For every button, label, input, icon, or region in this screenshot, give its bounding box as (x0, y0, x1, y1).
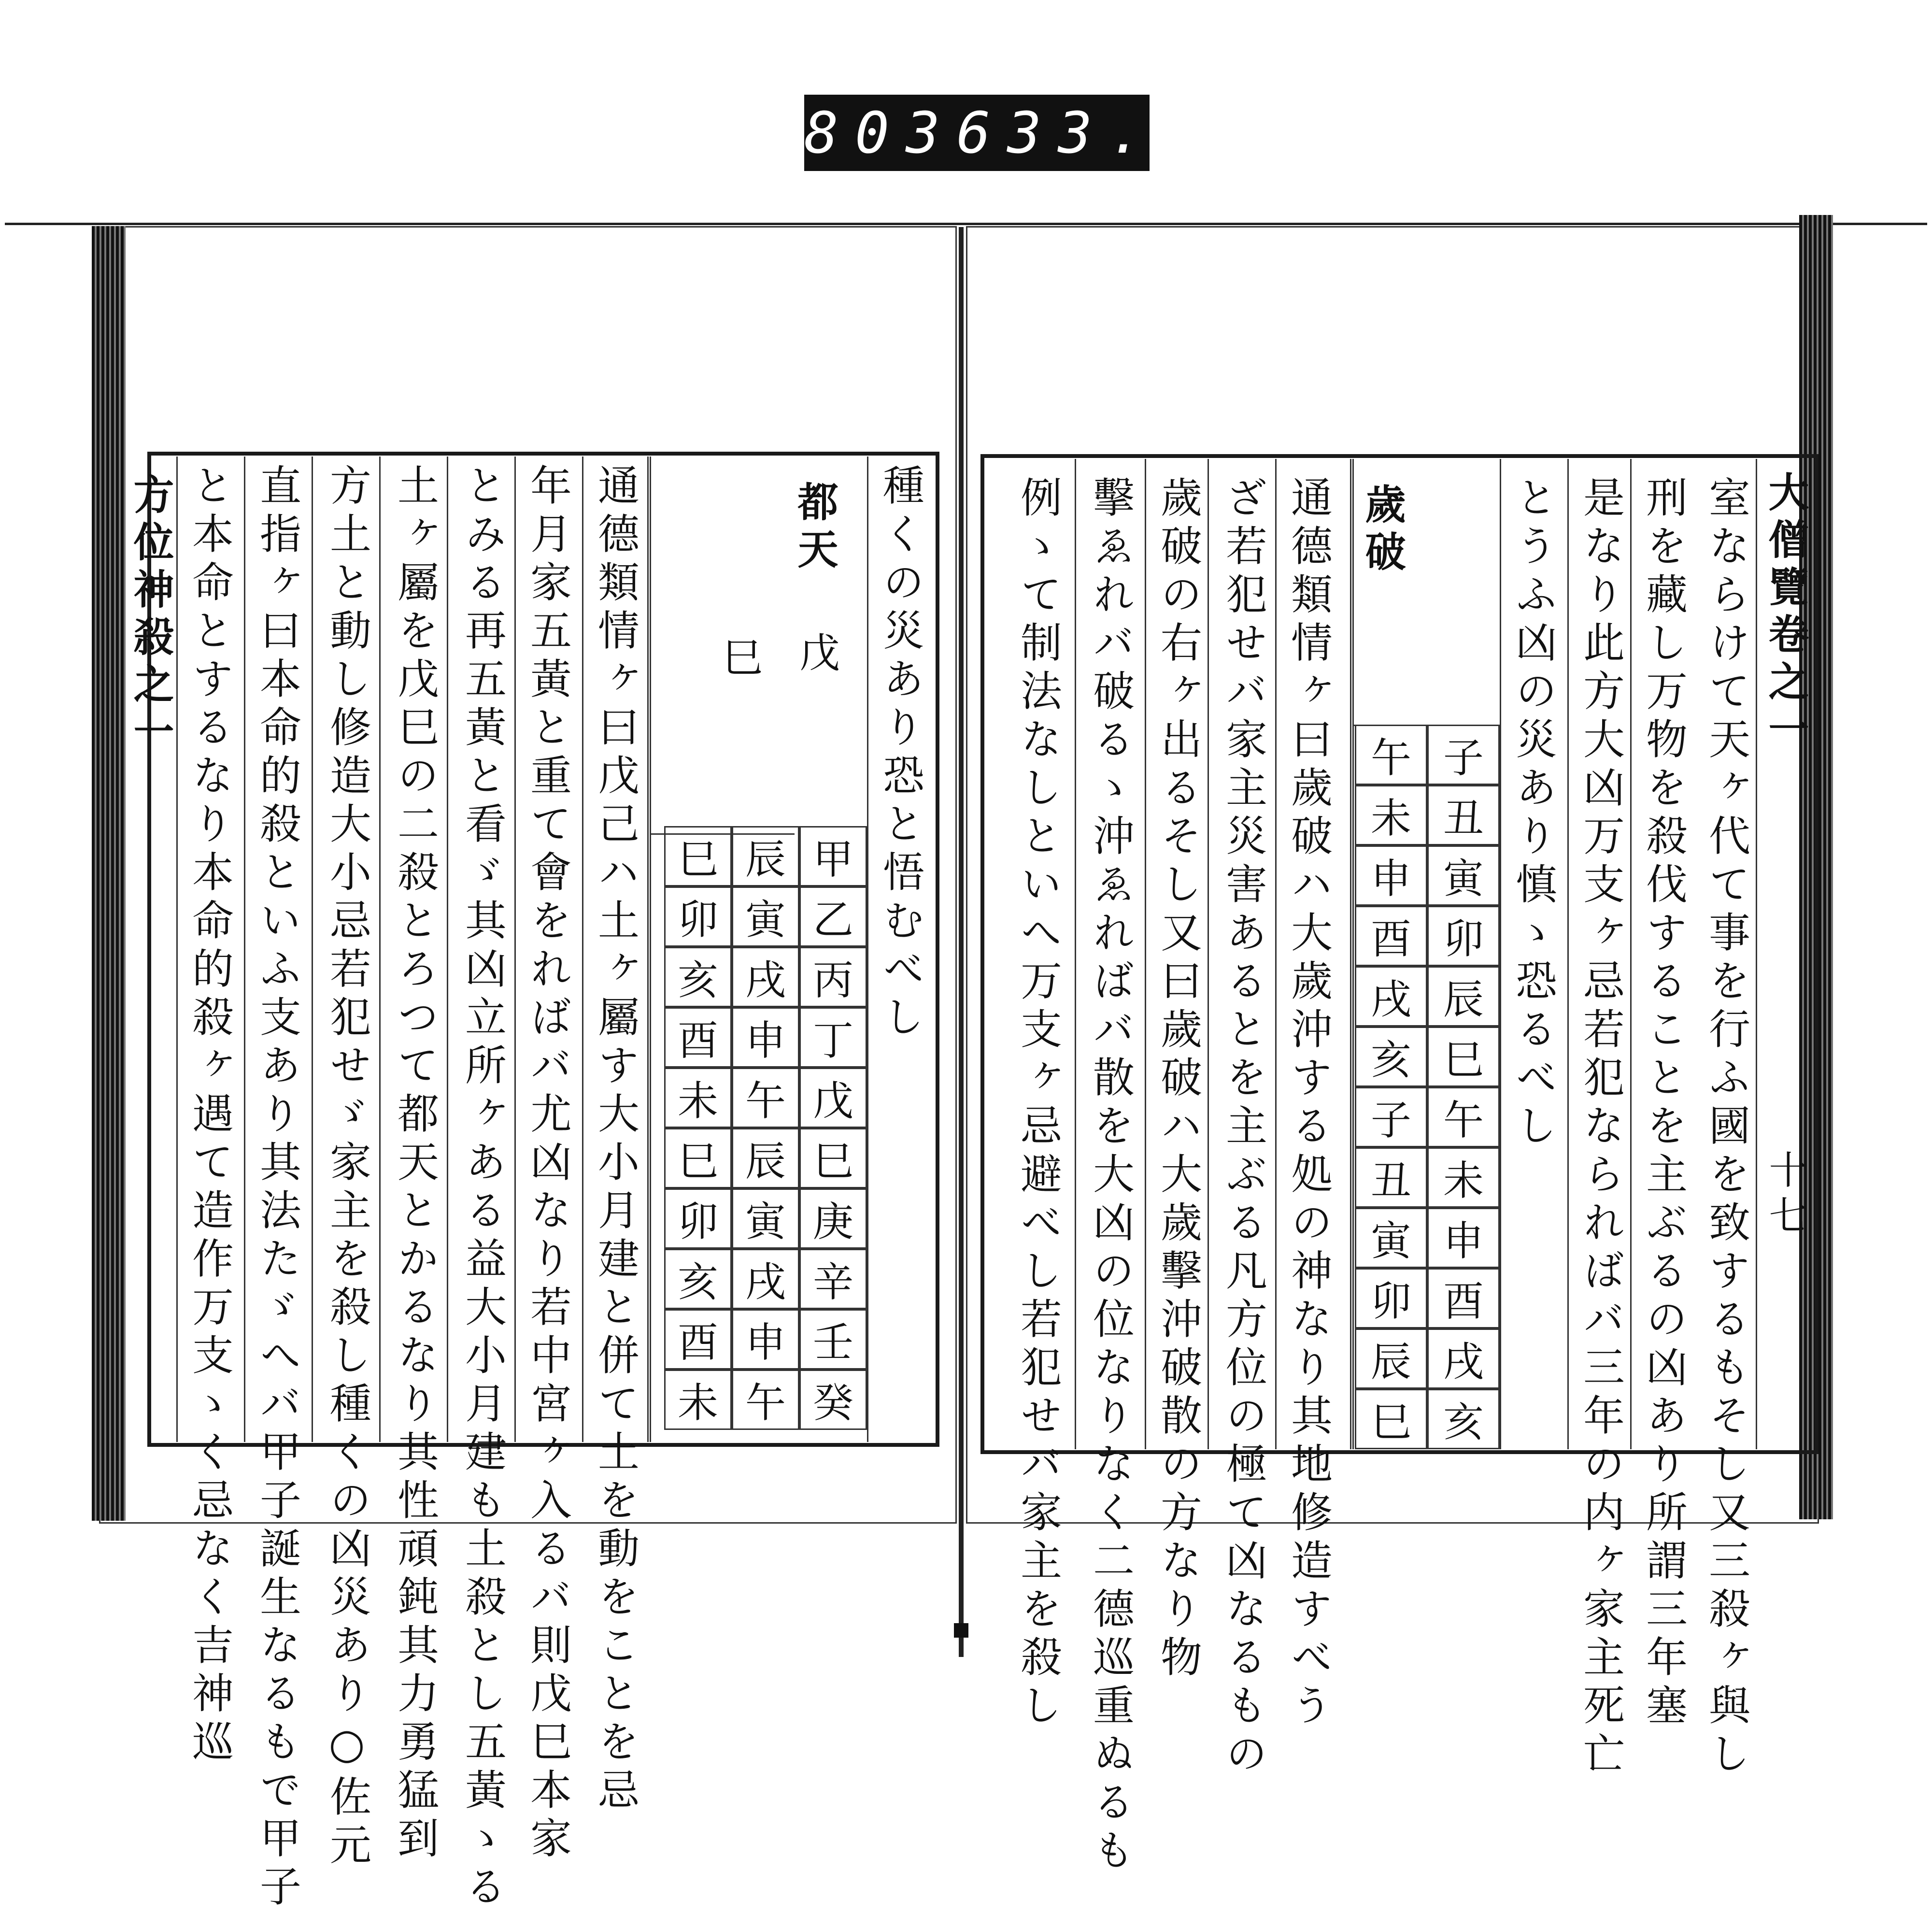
right-p1-line-2: 刑を藏し万物を殺伐することを主ぶるの凶あり所謂三年塞 (1639, 476, 1687, 1732)
table-cell-branch: 未 (1427, 1147, 1500, 1208)
table-cell-opposite-branch: 午 (1355, 725, 1427, 785)
table-cell-branch: 卯 (1427, 906, 1500, 966)
right-running-title: 大僧覽卷之一 (1762, 471, 1810, 755)
table-cell-branch: 未 (664, 1068, 732, 1128)
table-cell-stem: 戊 (799, 1068, 867, 1128)
right-p1-line-4: とうふ凶の災あり慎ゝ恐るべし (1508, 476, 1557, 1152)
table-cell-branch: 酉 (1427, 1268, 1500, 1328)
frame-number: 633. (956, 100, 1160, 166)
table-cell-opposite-branch: 丑 (1355, 1147, 1427, 1208)
table-cell-branch: 酉 (664, 1007, 732, 1068)
table-cell-branch: 寅 (732, 1188, 799, 1249)
right-p2-line-3: 歲破の右ヶ出るそし又曰歲破ハ大歲擊沖破散の方なり物 (1153, 476, 1202, 1684)
table-cell-opposite-branch: 子 (1355, 1087, 1427, 1147)
table-cell-branch: 丑 (1427, 785, 1500, 845)
top-edge-line (5, 223, 1927, 225)
table-cell-stem: 甲 (799, 826, 867, 886)
right-column-rule (1145, 459, 1146, 1449)
table-cell-branch: 亥 (1427, 1389, 1500, 1449)
left-column-rule (647, 457, 649, 1442)
film-counter-label (804, 95, 1160, 171)
right-p2-line-2: ざ若犯せバ家主災害あるとを主ぶる凡方位の極て凶なるもの (1219, 476, 1267, 1780)
table-cell-branch: 午 (732, 1370, 799, 1430)
table-cell-branch: 亥 (664, 947, 732, 1007)
left-column-rule (312, 457, 313, 1442)
table-header-to-ten: 都天 (791, 481, 839, 575)
right-column-rule (1630, 459, 1632, 1449)
table-cell-opposite-branch: 寅 (1355, 1208, 1427, 1268)
table-cell-branch: 辰 (732, 1128, 799, 1188)
table-cell-branch: 卯 (664, 1188, 732, 1249)
left-column-rule (447, 457, 448, 1442)
table-cell-branch: 辰 (732, 826, 799, 886)
table-cell-branch: 申 (732, 1309, 799, 1370)
left-p-line-2: 年月家五黃と重て會をればバ尤凶なり若中宮ヶ入るバ則戊巳本家 (523, 464, 571, 1865)
table-cell-branch: 巳 (664, 1128, 732, 1188)
table-cell-stem: 壬 (799, 1309, 867, 1370)
table-cell-opposite-branch: 戌 (1355, 966, 1427, 1027)
right-p1-line-1: 室ならけて天ヶ代て事を行ふ國を致するもそし又三殺ヶ與し (1702, 476, 1750, 1780)
table-cell-opposite-branch: 申 (1355, 845, 1427, 906)
right-p2-line-4: 擊ゑれバ破るゝ沖ゑればバ散を大凶の位なりなく二德巡重ぬるも (1086, 476, 1134, 1877)
table-cell-stem: 庚 (799, 1188, 867, 1249)
left-table-border (650, 457, 651, 1442)
table-cell-opposite-branch: 巳 (1355, 1389, 1427, 1449)
right-column-rule (1075, 459, 1076, 1449)
left-p-line-6: 直指ヶ曰本命的殺といふ支あり其法たゞへバ甲子誕生なるもで甲子 (253, 464, 301, 1913)
table-cell-branch: 辰 (1427, 966, 1500, 1027)
table-cell-opposite-branch: 辰 (1355, 1328, 1427, 1389)
table-cell-branch: 巳 (664, 826, 732, 886)
left-column-rule (176, 457, 178, 1442)
table-cell-opposite-branch: 卯 (1355, 1268, 1427, 1328)
table-cell-branch: 午 (732, 1068, 799, 1128)
left-p-line-4: 土ヶ屬を戊巳の二殺とろつて都天とかるなり其性頑鈍其力勇猛到 (390, 464, 439, 1865)
right-column-rule (1275, 459, 1277, 1449)
table-cell-branch: 未 (664, 1370, 732, 1430)
table-cell-stem: 丙 (799, 947, 867, 1007)
left-p-line-3: とみる再五黃と看ゞ其凶立所ヶある益大小月建も土殺とし五黃ゝる (458, 464, 506, 1913)
right-column-rule (1567, 459, 1569, 1449)
left-p-line-1: 通德類情ヶ曰戊己ハ土ヶ屬す大小月建と併て土を動をことを忌 (591, 464, 639, 1816)
table-cell-branch: 戌 (1427, 1328, 1500, 1389)
right-title-rule (1756, 459, 1757, 1449)
table-cell-stem: 癸 (799, 1370, 867, 1430)
left-column-rule (867, 457, 868, 1442)
left-column-rule (244, 457, 245, 1442)
left-header-stem: 戊 (799, 629, 840, 677)
right-column-rule (1208, 459, 1209, 1449)
table-cell-branch: 卯 (664, 886, 732, 947)
right-page-number: 十七 (1762, 1150, 1807, 1241)
table-cell-branch: 戌 (732, 947, 799, 1007)
right-p2-line-1: 通德類情ヶ曰歲破ハ大歲沖する処の神なり其地修造すべう (1284, 476, 1332, 1732)
left-page-edge (92, 226, 126, 1521)
table-cell-stem: 乙 (799, 886, 867, 947)
table-cell-branch: 午 (1427, 1087, 1500, 1147)
table-header-sui-ha: 歲破 (1359, 483, 1406, 578)
left-p-line-7: と本命とするなり本命的殺ヶ遇て造作万支ゝく忌なく吉神巡 (185, 464, 233, 1768)
table-cell-stem: 巳 (799, 1128, 867, 1188)
left-column-rule (514, 457, 516, 1442)
table-cell-branch: 酉 (664, 1309, 732, 1370)
left-p-line-5: 方土と動し修造大小忌若犯せゞ家主を殺し種くの凶災あり○佐元 (323, 464, 371, 1871)
right-column-rule (1350, 459, 1351, 1449)
bottom-mark (954, 1623, 968, 1638)
table-cell-branch: 寅 (732, 886, 799, 947)
right-p1-line-3: 是なり此方大凶万支ヶ忌若犯ならればバ三年の内ヶ家主死亡 (1576, 476, 1624, 1780)
table-cell-opposite-branch: 亥 (1355, 1027, 1427, 1087)
left-column-rule (379, 457, 381, 1442)
table-cell-stem: 丁 (799, 1007, 867, 1068)
left-intro-line: 種くの災あり恐と悟むべし (876, 464, 924, 1043)
left-column-rule (582, 457, 583, 1442)
right-p2-line-5: 例ゝて制法なしといへ万支ヶ忌避べし若犯せバ家主を殺し (1013, 476, 1062, 1732)
table-cell-branch: 巳 (1427, 1027, 1500, 1087)
table-cell-branch: 子 (1427, 725, 1500, 785)
left-running-title: 方位神殺之一 (127, 473, 175, 757)
table-cell-branch: 戌 (732, 1249, 799, 1309)
table-cell-branch: 寅 (1427, 845, 1500, 906)
reel-number: 803 (804, 100, 957, 166)
table-cell-branch: 申 (1427, 1208, 1500, 1268)
table-cell-opposite-branch: 酉 (1355, 906, 1427, 966)
table-cell-opposite-branch: 未 (1355, 785, 1427, 845)
center-gutter (959, 227, 964, 1657)
table-cell-branch: 亥 (664, 1249, 732, 1309)
table-cell-stem: 辛 (799, 1249, 867, 1309)
left-header-stem: 巳 (722, 634, 763, 682)
table-cell-branch: 申 (732, 1007, 799, 1068)
